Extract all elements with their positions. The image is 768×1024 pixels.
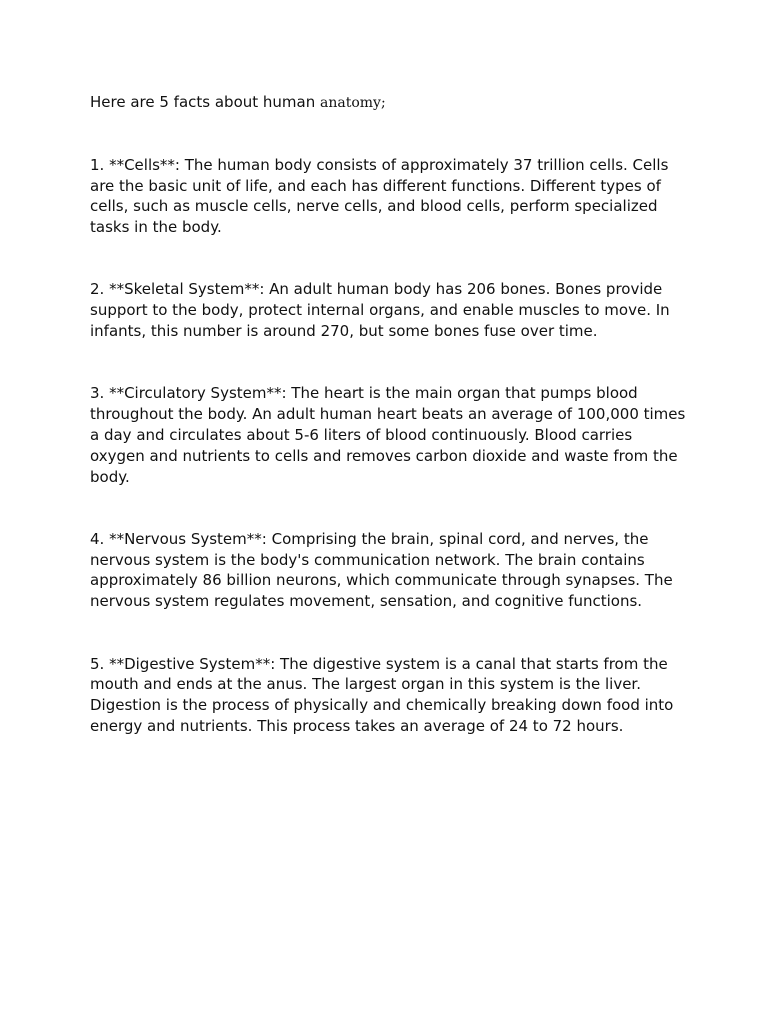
document-page (90, 92, 688, 778)
fact-circulatory-system: 3. **Circulatory System**: The heart is the main organ that pumps blood throughout the body. An adult human heart beats an average of 100,000 times a day and circulates about 5-6 liters of blood continuously. Blood carries oxygen and nutrients to cells and removes carbon dioxide and waste from the body. (90, 384, 686, 486)
intro-text: Here are 5 facts about human (90, 93, 321, 111)
fact-nervous-system: 4. **Nervous System**: Comprising the brain, spinal cord, and nerves, the nervous system is the body's communication network. The brain contains approximately 86 billion neurons, which communicate through synapses. The nervous system regulates movement, sensation, and cognitive functions. (90, 529, 673, 611)
fact-cells: 1. **Cells**: The human body consists of approximately 37 trillion cells. Cells are the basic unit of life, and each has different functions. Different types of cells, such as muscle cells, nerve cells, and blood cells, perform specialized tasks in the body. (90, 155, 669, 237)
fact-digestive-system: 5. **Digestive System**: The digestive system is a canal that starts from the mouth and ends at the anus. The largest organ in this system is the liver. Digestion is the process of physically and chemically breaking down food into energy and nutrients. This process takes an average of 24 to 72 hours. (90, 654, 674, 735)
fact-skeletal-system: 2. **Skeletal System**: An adult human body has 206 bones. Bones provide support to the body, protect internal organs, and enable muscles to move. In infants, this number is around 270, but some bones fuse over time. (90, 280, 670, 341)
intro-line (90, 92, 688, 114)
intro-serif-word: anatomy; (320, 95, 386, 111)
